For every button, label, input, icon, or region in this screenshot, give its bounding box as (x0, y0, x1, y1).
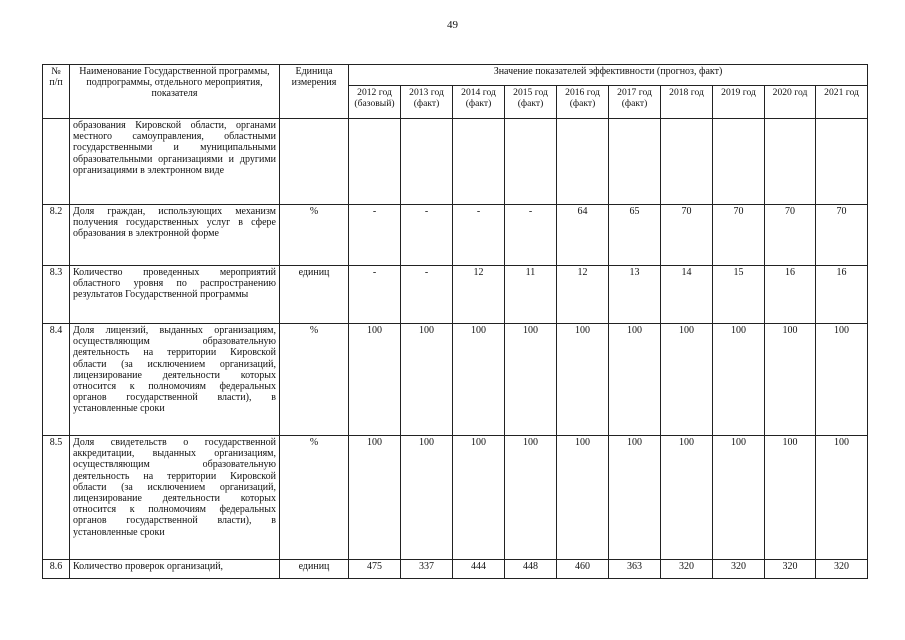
row-value: 100 (816, 436, 868, 560)
row-name: Количество проведенных мероприятий областного уровня по распространению результатов Государственной программы (70, 266, 280, 324)
page-number: 49 (447, 19, 458, 31)
table-row (43, 436, 868, 560)
row-name: Доля свидетельств о государственной аккредитации, выданных организациям, осуществляющим образовательную деятельность на территории Кировской области (за исключением организаций, лицензирование деятельности которых относится к полномочиям федеральных органов государственной власти), в установленные сроки (70, 436, 280, 560)
row-value (401, 119, 453, 205)
row-value: 70 (765, 205, 816, 266)
row-unit: % (280, 324, 349, 436)
row-value: - (505, 205, 557, 266)
header-values-group: Значение показателей эффективности (прогноз, факт) (349, 65, 868, 86)
row-value: 100 (609, 324, 661, 436)
row-number: 8.6 (43, 560, 70, 579)
row-value: 11 (505, 266, 557, 324)
row-value: 100 (505, 324, 557, 436)
row-value: 320 (816, 560, 868, 579)
row-value: 100 (349, 324, 401, 436)
row-value: 100 (713, 324, 765, 436)
header-year: 2012 год (базовый) (349, 86, 401, 119)
row-value: 100 (661, 436, 713, 560)
row-unit: % (280, 205, 349, 266)
row-value: 100 (765, 324, 816, 436)
table-row (43, 266, 868, 324)
header-year: 2020 год (765, 86, 816, 119)
row-value: 100 (401, 324, 453, 436)
row-value: 13 (609, 266, 661, 324)
row-value: - (401, 205, 453, 266)
row-value: 70 (661, 205, 713, 266)
row-name: Количество проверок организаций, (70, 560, 280, 579)
row-name: образования Кировской области, органами местного самоуправления, областными государственными и муниципальными образовательными организациями и другими организациями в электронном виде (70, 119, 280, 205)
row-value: 320 (661, 560, 713, 579)
header-year: 2015 год (факт) (505, 86, 557, 119)
row-value: 12 (557, 266, 609, 324)
row-value (453, 119, 505, 205)
row-value (609, 119, 661, 205)
row-value: 448 (505, 560, 557, 579)
row-value: 337 (401, 560, 453, 579)
row-unit: % (280, 436, 349, 560)
row-value: 444 (453, 560, 505, 579)
row-value: - (401, 266, 453, 324)
row-value (505, 119, 557, 205)
row-number: 8.2 (43, 205, 70, 266)
row-value: - (453, 205, 505, 266)
row-number: 8.4 (43, 324, 70, 436)
row-value: 70 (816, 205, 868, 266)
row-number: 8.3 (43, 266, 70, 324)
row-value: 100 (557, 436, 609, 560)
row-value: 100 (349, 436, 401, 560)
header-year: 2013 год (факт) (401, 86, 453, 119)
row-value: 16 (816, 266, 868, 324)
row-value: 15 (713, 266, 765, 324)
row-value: 100 (713, 436, 765, 560)
header-name: Наименование Государственной программы, подпрограммы, отдельного мероприятия, показателя (70, 65, 280, 119)
row-value: 12 (453, 266, 505, 324)
header-year: 2014 год (факт) (453, 86, 505, 119)
row-value: 100 (453, 436, 505, 560)
row-unit: единиц (280, 266, 349, 324)
row-value: 100 (557, 324, 609, 436)
row-unit: единиц (280, 560, 349, 579)
row-value (661, 119, 713, 205)
row-value: 100 (765, 436, 816, 560)
row-value: 14 (661, 266, 713, 324)
row-number (43, 119, 70, 205)
table-row (43, 119, 868, 205)
row-value: 70 (713, 205, 765, 266)
header-unit: Единица измерения (280, 65, 349, 119)
row-value: 320 (713, 560, 765, 579)
row-value: 100 (505, 436, 557, 560)
table-row (43, 324, 868, 436)
header-year: 2016 год (факт) (557, 86, 609, 119)
row-value: 100 (661, 324, 713, 436)
row-value (816, 119, 868, 205)
row-value: 100 (453, 324, 505, 436)
row-value (557, 119, 609, 205)
row-value: 100 (816, 324, 868, 436)
header-year: 2021 год (816, 86, 868, 119)
row-name: Доля граждан, использующих механизм получения государственных услуг в сфере образования в электронной форме (70, 205, 280, 266)
row-value (349, 119, 401, 205)
row-value: - (349, 205, 401, 266)
table-row (43, 205, 868, 266)
header-year: 2019 год (713, 86, 765, 119)
indicators-table (42, 64, 868, 579)
header-num: № п/п (43, 65, 70, 119)
row-value (765, 119, 816, 205)
row-value: 460 (557, 560, 609, 579)
header-year: 2017 год (факт) (609, 86, 661, 119)
row-value: 16 (765, 266, 816, 324)
row-number: 8.5 (43, 436, 70, 560)
row-value: - (349, 266, 401, 324)
row-value: 65 (609, 205, 661, 266)
row-value: 475 (349, 560, 401, 579)
row-value: 363 (609, 560, 661, 579)
row-value: 100 (401, 436, 453, 560)
row-name: Доля лицензий, выданных организациям, осуществляющим образовательную деятельность на территории Кировской области (за исключением организаций, лицензирование деятельности которых относится к полномочиям федеральных органов государственной власти), в установленные сроки (70, 324, 280, 436)
row-value (713, 119, 765, 205)
table-row (43, 560, 868, 579)
row-unit (280, 119, 349, 205)
row-value: 100 (609, 436, 661, 560)
header-year: 2018 год (661, 86, 713, 119)
row-value: 320 (765, 560, 816, 579)
row-value: 64 (557, 205, 609, 266)
header-row-1 (43, 65, 868, 86)
